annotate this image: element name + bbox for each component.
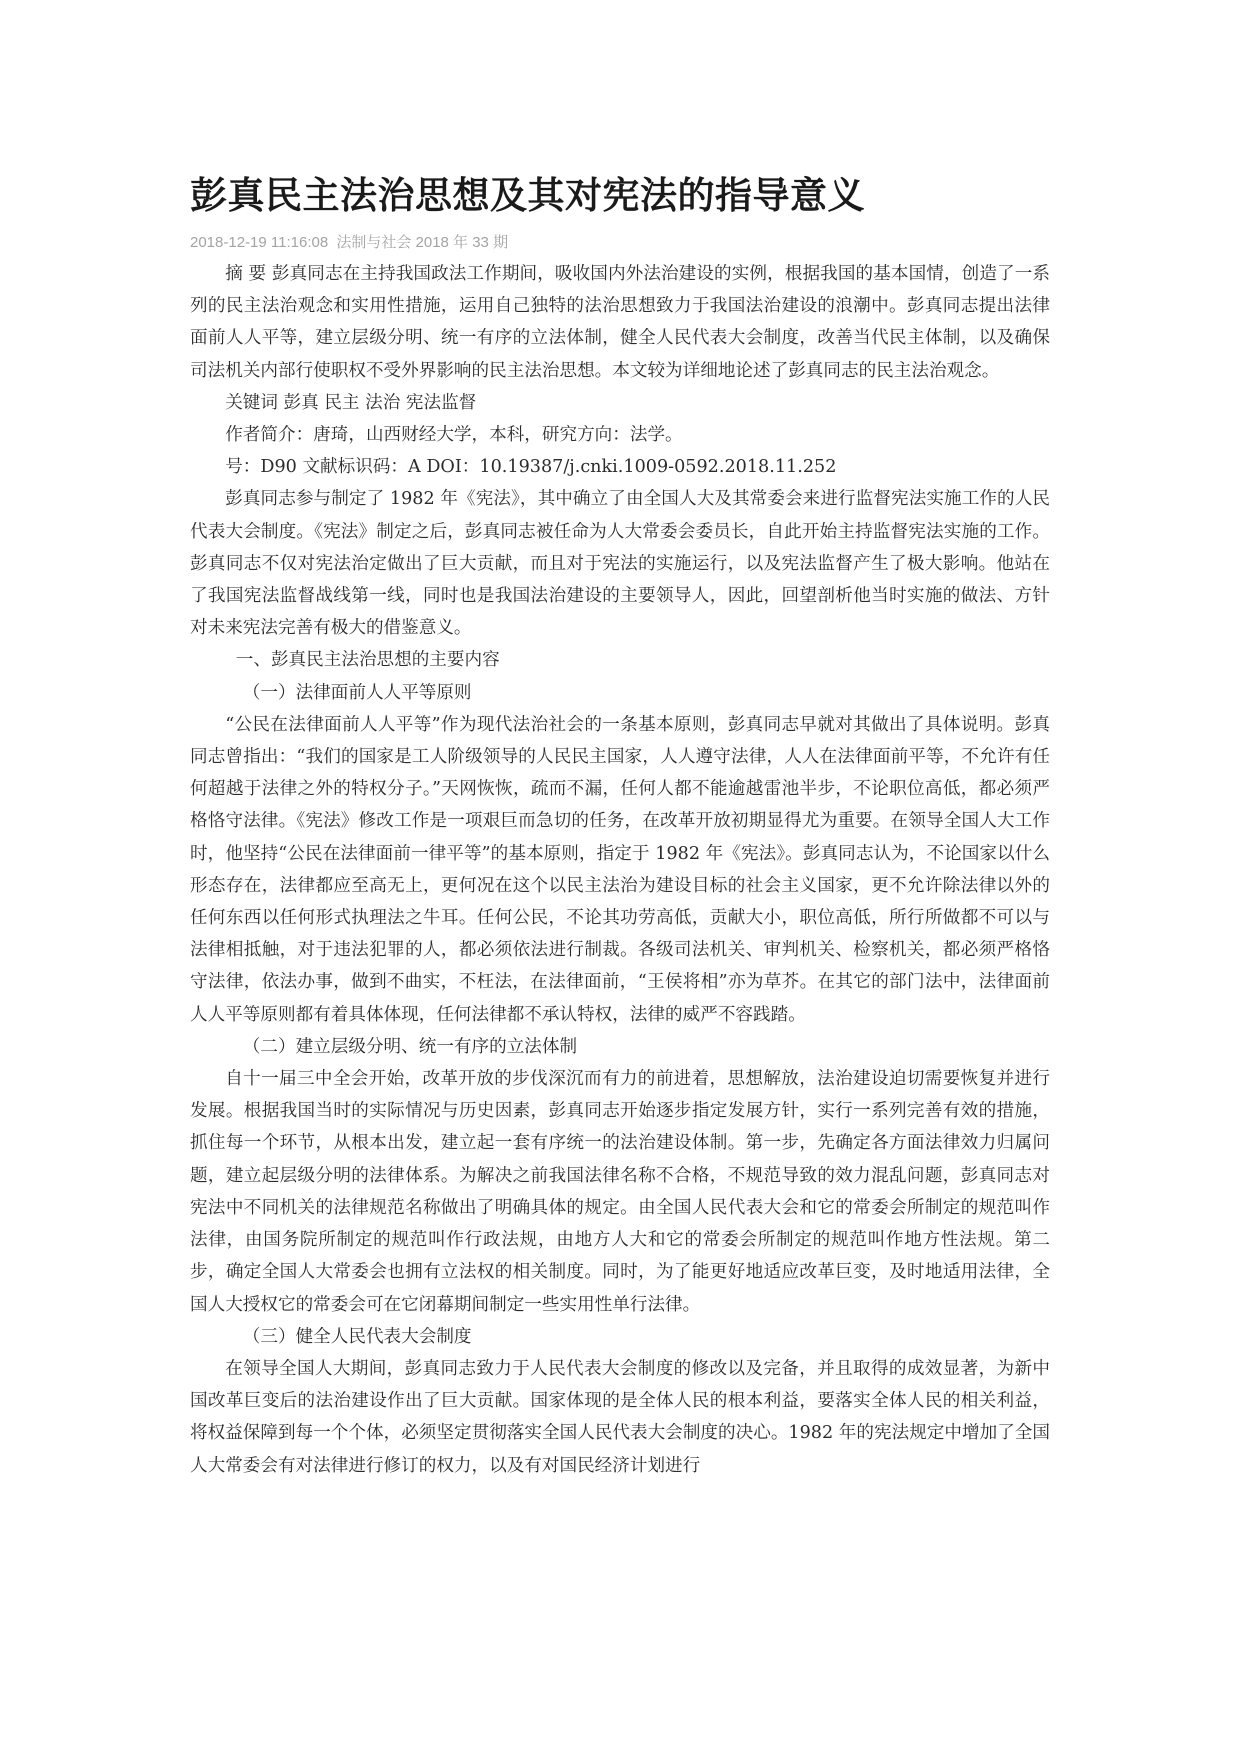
publish-datetime: 2018-12-19 11:16:08: [190, 234, 329, 251]
paragraph-author: 作者简介：唐琦，山西财经大学，本科，研究方向：法学。: [225, 425, 683, 446]
paragraph-congress: 在领导全国人大期间，彭真同志致力于人民代表大会制度的修改以及完备，并且取得的成效显著，为新中国改革巨变后的法治建设作出了巨大贡献。国家体现的是全体人民的根本利益，要落实全体人民的相关利益，将权益保障到每一个个体，必须坚定贯彻落实全国人民代表大会制度的决心。1982 年的宪法规定中增加了全国人大常委会有对法律进行修订的权力，以及有对国民经济计划进行: [190, 1358, 1050, 1476]
article-body: [190, 258, 1050, 1482]
paragraph-abstract: 摘 要 彭真同志在主持我国政法工作期间，吸收国内外法治建设的实例，根据我国的基本国情，创造了一系列的民主法治观念和实用性措施，运用自己独特的法治思想致力于我国法治建设的浪潮中。彭真同志提出法律面前人人平等，建立层级分明、统一有序的立法体制，健全人民代表大会制度，改善当代民主体制，以及确保司法机关内部行使职权不受外界影响的民主法治思想。本文较为详细地论述了彭真同志的民主法治观念。: [190, 264, 1050, 381]
paragraph-equality: “公民在法律面前人人平等”作为现代法治社会的一条基本原则，彭真同志早就对其做出了具体说明。彭真同志曾指出：“我们的国家是工人阶级领导的人民民主国家，人人遵守法律，人人在法律面前平等，不允许有任何超越于法律之外的特权分子。”天网恢恢，疏而不漏，任何人都不能逾越雷池半步，不论职位高低，都必须严格恪守法律。《宪法》修改工作是一项艰巨而急切的任务，在改革开放初期显得尤为重要。在领导全国人大工作时，他坚持“公民在法律面前一律平等”的基本原则，指定于 1982 年《宪法》。彭真同志认为，不论国家以什么形态存在，法律都应至高无上，更何况在这个以民主法治为建设目标的社会主义国家，更不允许除法律以外的任何东西以任何形式执理法之牛耳。任何公民，不论其功劳高低，贡献大小，职位高低，所行所做都不可以与法律相抵触，对于违法犯罪的人，都必须依法进行制裁。各级司法机关、审判机关、检察机关，都必须严格恪守法律，依法办事，做到不曲实，不枉法，在法律面前，“王侯将相”亦为草芥。在其它的部门法中，法律面前人人平等原则都有着具体体现，任何法律都不承认特权，法律的威严不容践踏。: [190, 714, 1050, 1025]
subsection-heading-3: （三）健全人民代表大会制度: [242, 1326, 472, 1347]
paragraph-keywords: 关键词 彭真 民主 法治 宪法监督: [225, 392, 477, 413]
section-heading-1: 一、彭真民主法治思想的主要内容: [235, 650, 500, 671]
article-meta: [190, 232, 1050, 254]
publication-source: 法制与社会 2018 年 33 期: [336, 234, 509, 251]
paragraph-legislation: 自十一届三中全会开始，改革开放的步伐深沉而有力的前进着，思想解放，法治建设迫切需要恢复并进行发展。根据我国当时的实际情况与历史因素，彭真同志开始逐步指定发展方针，实行一系列完善有效的措施，抓住每一个环节，从根本出发，建立起一套有序统一的法治建设体制。第一步，先确定各方面法律效力归属问题，建立起层级分明的法律体系。为解决之前我国法律名称不合格，不规范导致的效力混乱问题，彭真同志对宪法中不同机关的法律规范名称做出了明确具体的规定。由全国人民代表大会和它的常委会所制定的规范叫作法律，由国务院所制定的规范叫作行政法规，由地方人大和它的常委会所制定的规范叫作地方性法规。第二步，确定全国人大常委会也拥有立法权的相关制度。同时，为了能更好地适应改革巨变，及时地适用法律，全国人大授权它的常委会可在它闭幕期间制定一些实用性单行法律。: [190, 1069, 1050, 1315]
subsection-heading-2: （二）建立层级分明、统一有序的立法体制: [242, 1036, 578, 1057]
article: [190, 170, 1050, 1482]
paragraph-classification: 号：D90 文献标识码：A DOI：10.19387/j.cnki.1009-0592.2018.11.252: [225, 457, 837, 478]
subsection-heading-1: （一）法律面前人人平等原则: [242, 682, 472, 703]
paragraph-intro: 彭真同志参与制定了 1982 年《宪法》，其中确立了由全国人大及其常委会来进行监督宪法实施工作的人民代表大会制度。《宪法》制定之后，彭真同志被任命为人大常委会委员长，自此开始主持监督宪法实施的工作。彭真同志不仅对宪法治定做出了巨大贡献，而且对于宪法的实施运行，以及宪法监督产生了极大影响。他站在了我国宪法监督战线第一线，同时也是我国法治建设的主要领导人，因此，回望剖析他当时实施的做法、方针对未来宪法完善有极大的借鉴意义。: [190, 489, 1050, 639]
article-title: 彭真民主法治思想及其对宪法的指导意义: [190, 174, 865, 217]
